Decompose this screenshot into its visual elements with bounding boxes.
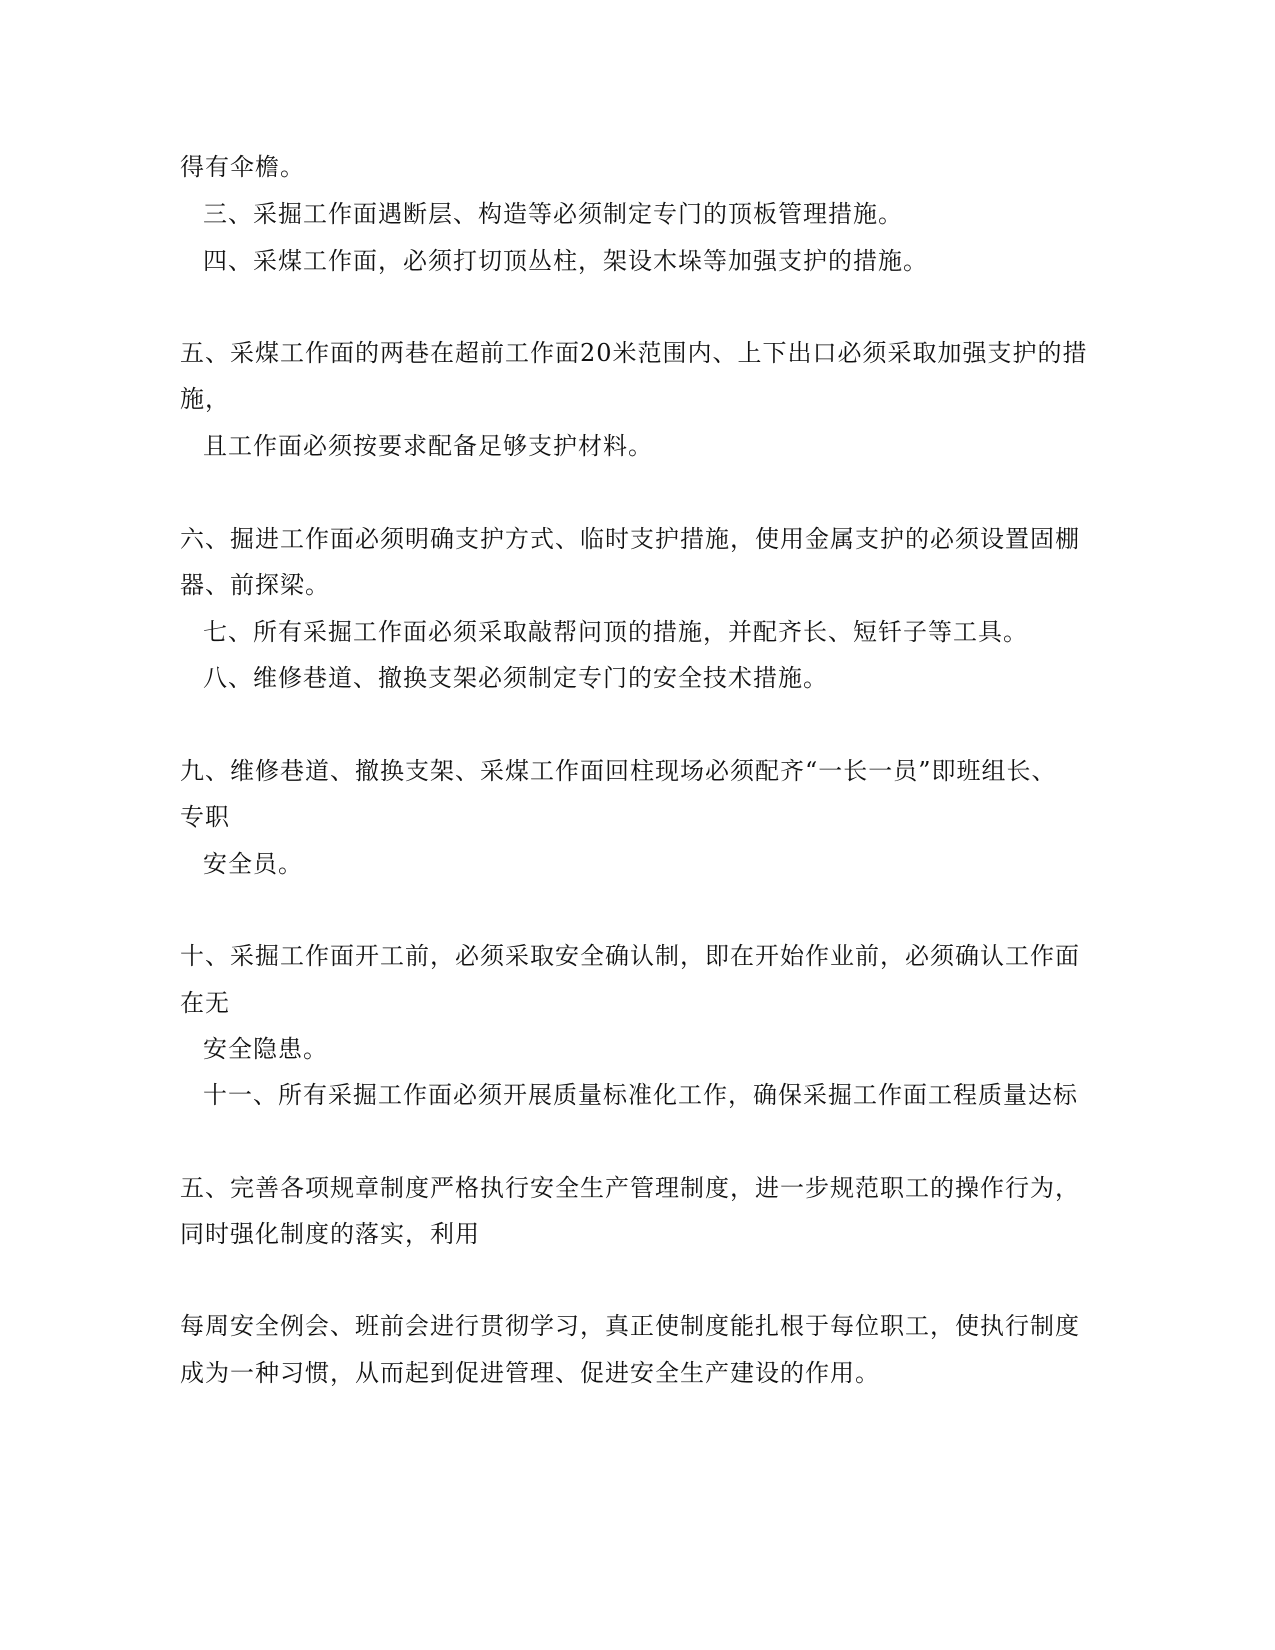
text-line-3: 四、采煤工作面，必须打切顶丛柱，架设木垛等加强支护的措施。 <box>203 247 928 275</box>
text-line-8: 器、前探梁。 <box>180 571 330 599</box>
text-line-11: 九、维修巷道、撤换支架、采煤工作面回柱现场必须配齐“一长一员”即班组长、 <box>180 757 1057 785</box>
text-line-18: 五、完善各项规章制度严格执行安全生产管理制度，进一步规范职工的操作行为， <box>180 1174 1080 1202</box>
text-line-20: 每周安全例会、班前会进行贯彻学习，真正使制度能扎根于每位职工，使执行制度 <box>180 1312 1080 1340</box>
text-line-9: 七、所有采掘工作面必须采取敲帮问顶的措施，并配齐长、短钎子等工具。 <box>203 618 1028 646</box>
text-line-16: 安全隐患。 <box>203 1035 328 1063</box>
text-line-13: 安全员。 <box>203 850 303 878</box>
text-line-6: 且工作面必须按要求配备足够支护材料。 <box>203 432 653 460</box>
text-line-14: 十、采掘工作面开工前，必须采取安全确认制，即在开始作业前，必须确认工作面 <box>180 942 1080 970</box>
text-line-21: 成为一种习惯，从而起到促进管理、促进安全生产建设的作用。 <box>180 1359 880 1387</box>
text-line-7: 六、掘进工作面必须明确支护方式、临时支护措施，使用金属支护的必须设置固棚 <box>180 525 1080 553</box>
text-line-5: 施， <box>180 385 230 413</box>
text-line-19: 同时强化制度的落实，利用 <box>180 1220 480 1248</box>
text-line-10: 八、维修巷道、撤换支架必须制定专门的安全技术措施。 <box>203 664 828 692</box>
text-line-4: 五、采煤工作面的两巷在超前工作面20米范围内、上下出口必须采取加强支护的措 <box>180 339 1088 367</box>
text-line-1: 得有伞檐。 <box>180 153 305 181</box>
text-line-12: 专职 <box>180 803 230 831</box>
text-line-17: 十一、所有采掘工作面必须开展质量标准化工作，确保采掘工作面工程质量达标 <box>203 1081 1078 1109</box>
text-line-2: 三、采掘工作面遇断层、构造等必须制定专门的顶板管理措施。 <box>203 200 903 228</box>
text-line-15: 在无 <box>180 989 230 1017</box>
